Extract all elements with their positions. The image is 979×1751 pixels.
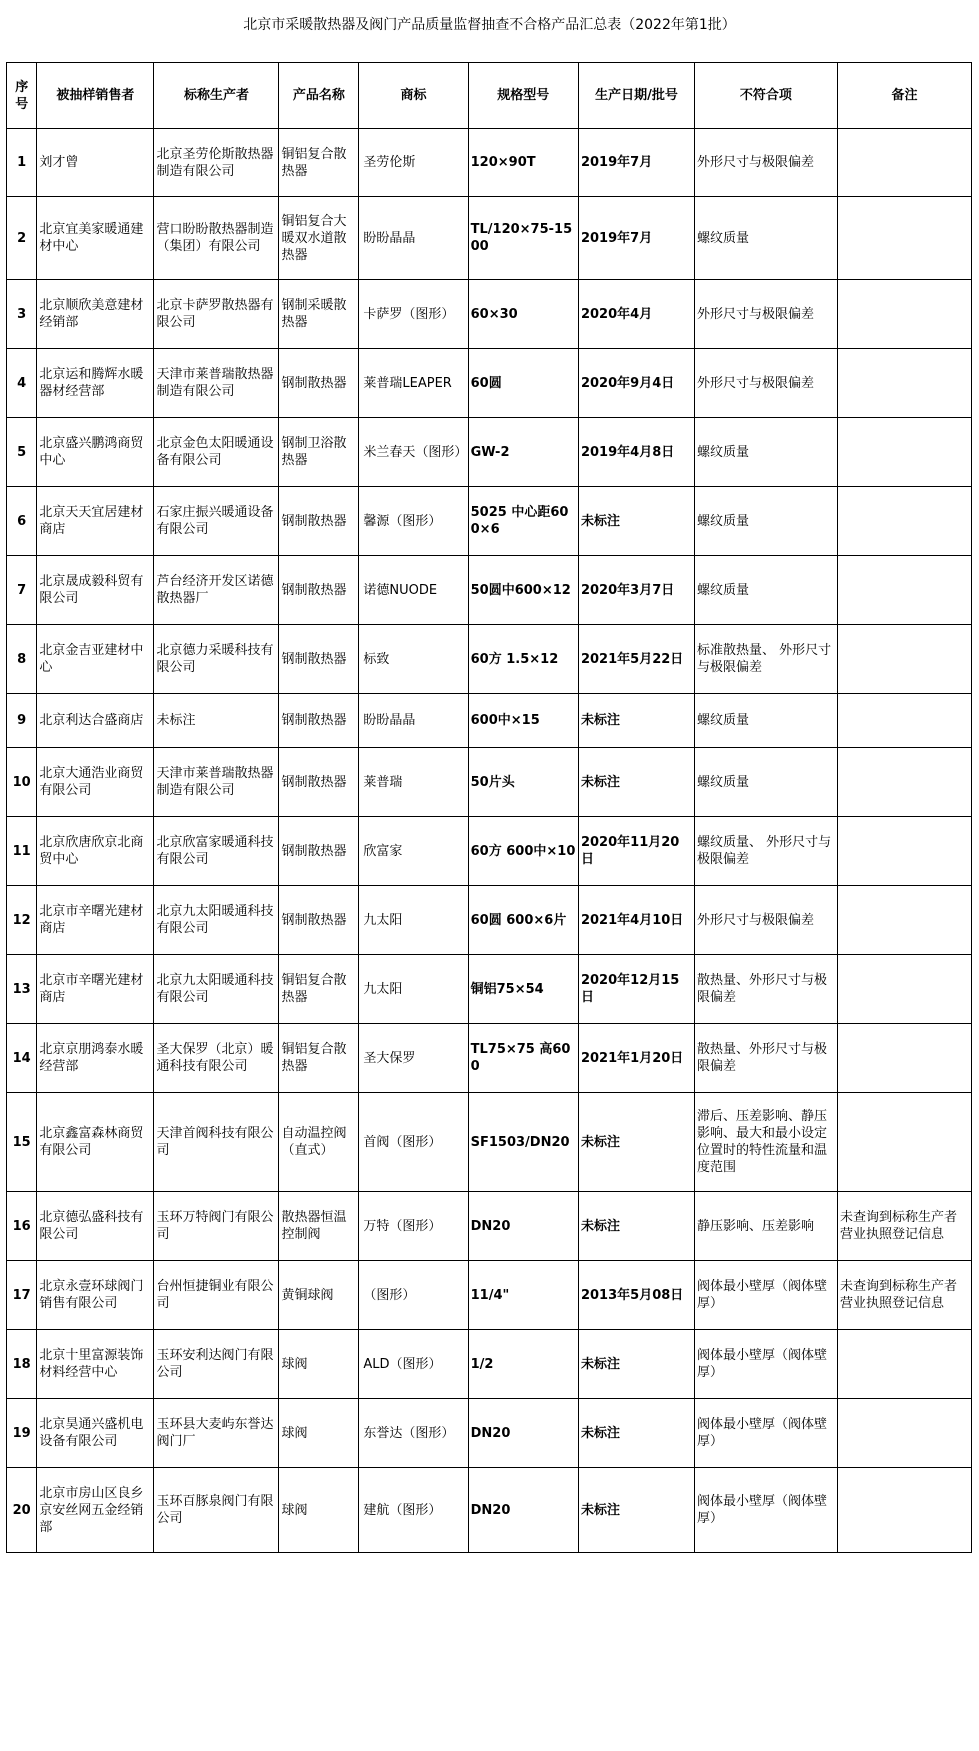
cell-seller: 北京利达合盛商店 <box>37 694 154 748</box>
cell-seller: 北京宜美家暖通建材中心 <box>37 197 154 280</box>
cell-nonconformity: 散热量、外形尺寸与极限偏差 <box>694 1024 837 1093</box>
cell-seq: 12 <box>7 886 37 955</box>
cell-remark <box>837 197 971 280</box>
cell-seq: 3 <box>7 280 37 349</box>
cell-date: 2013年5月08日 <box>578 1261 694 1330</box>
cell-date: 2019年7月 <box>578 197 694 280</box>
page-title: 北京市采暖散热器及阀门产品质量监督抽查不合格产品汇总表（2022年第1批） <box>243 17 736 33</box>
cell-seq: 6 <box>7 487 37 556</box>
cell-brand: 莱普瑞 <box>359 748 468 817</box>
cell-brand: （图形） <box>359 1261 468 1330</box>
cell-spec: 60圆 <box>468 349 578 418</box>
cell-date: 未标注 <box>578 1468 694 1553</box>
cell-remark <box>837 1399 971 1468</box>
cell-manufacturer: 北京圣劳伦斯散热器制造有限公司 <box>154 129 279 197</box>
cell-manufacturer: 玉环安利达阀门有限公司 <box>154 1330 279 1399</box>
cell-spec: TL/120×75-1500 <box>468 197 578 280</box>
cell-seller: 北京德弘盛科技有限公司 <box>37 1192 154 1261</box>
cell-remark <box>837 349 971 418</box>
cell-brand: 莱普瑞LEAPER <box>359 349 468 418</box>
header-product: 产品名称 <box>279 63 359 129</box>
cell-seller: 北京欣唐欣京北商贸中心 <box>37 817 154 886</box>
cell-product: 球阀 <box>279 1330 359 1399</box>
cell-seller: 北京金吉亚建材中心 <box>37 625 154 694</box>
cell-nonconformity: 阀体最小壁厚（阀体壁厚） <box>694 1330 837 1399</box>
cell-remark: 未查询到标称生产者营业执照登记信息 <box>837 1261 971 1330</box>
cell-manufacturer: 北京德力采暖科技有限公司 <box>154 625 279 694</box>
cell-brand: 盼盼晶晶 <box>359 694 468 748</box>
cell-manufacturer: 未标注 <box>154 694 279 748</box>
cell-product: 铜铝复合散热器 <box>279 129 359 197</box>
header-manufacturer: 标称生产者 <box>154 63 279 129</box>
cell-date: 未标注 <box>578 748 694 817</box>
cell-manufacturer: 北京金色太阳暖通设备有限公司 <box>154 418 279 487</box>
cell-seller: 北京天天宜居建材商店 <box>37 487 154 556</box>
cell-seq: 10 <box>7 748 37 817</box>
cell-remark <box>837 817 971 886</box>
cell-product: 钢制散热器 <box>279 487 359 556</box>
cell-brand: 建航（图形） <box>359 1468 468 1553</box>
table-row <box>7 349 972 418</box>
cell-brand: 九太阳 <box>359 955 468 1024</box>
cell-seller: 北京运和腾辉水暖器材经营部 <box>37 349 154 418</box>
cell-nonconformity: 散热量、外形尺寸与极限偏差 <box>694 955 837 1024</box>
cell-seller: 北京十里富源装饰材料经营中心 <box>37 1330 154 1399</box>
cell-manufacturer: 天津首阀科技有限公司 <box>154 1093 279 1192</box>
cell-nonconformity: 螺纹质量 <box>694 487 837 556</box>
cell-date: 未标注 <box>578 1093 694 1192</box>
cell-spec: 60×30 <box>468 280 578 349</box>
table-row <box>7 1261 972 1330</box>
cell-date: 未标注 <box>578 1399 694 1468</box>
cell-product: 球阀 <box>279 1468 359 1553</box>
cell-manufacturer: 玉环百豚泉阀门有限公司 <box>154 1468 279 1553</box>
cell-seller: 北京京朋鸿泰水暖经营部 <box>37 1024 154 1093</box>
cell-seq: 4 <box>7 349 37 418</box>
table-row <box>7 556 972 625</box>
cell-nonconformity: 外形尺寸与极限偏差 <box>694 886 837 955</box>
table-row <box>7 280 972 349</box>
cell-manufacturer: 玉环万特阀门有限公司 <box>154 1192 279 1261</box>
table-row <box>7 1024 972 1093</box>
cell-nonconformity: 阀体最小壁厚（阀体壁厚） <box>694 1399 837 1468</box>
cell-seller: 北京市辛曙光建材商店 <box>37 886 154 955</box>
cell-seq: 18 <box>7 1330 37 1399</box>
cell-brand: ALD（图形） <box>359 1330 468 1399</box>
cell-date: 未标注 <box>578 694 694 748</box>
cell-spec: GW-2 <box>468 418 578 487</box>
cell-brand: 诺德NUODE <box>359 556 468 625</box>
cell-remark <box>837 886 971 955</box>
cell-product: 铜铝复合散热器 <box>279 1024 359 1093</box>
table-row <box>7 1399 972 1468</box>
cell-date: 2020年3月7日 <box>578 556 694 625</box>
cell-remark <box>837 1093 971 1192</box>
cell-product: 钢制散热器 <box>279 349 359 418</box>
cell-seller: 北京昊通兴盛机电设备有限公司 <box>37 1399 154 1468</box>
header-spec: 规格型号 <box>468 63 578 129</box>
cell-seq: 20 <box>7 1468 37 1553</box>
header-seq: 序号 <box>7 63 37 129</box>
cell-spec: DN20 <box>468 1468 578 1553</box>
table-row <box>7 748 972 817</box>
cell-remark <box>837 418 971 487</box>
cell-brand: 九太阳 <box>359 886 468 955</box>
cell-spec: 60方 1.5×12 <box>468 625 578 694</box>
cell-spec: 50圆中600×12 <box>468 556 578 625</box>
cell-date: 2019年7月 <box>578 129 694 197</box>
cell-seller: 北京盛兴鹏鸿商贸中心 <box>37 418 154 487</box>
cell-product: 钢制卫浴散热器 <box>279 418 359 487</box>
cell-remark: 未查询到标称生产者营业执照登记信息 <box>837 1192 971 1261</box>
cell-manufacturer: 北京卡萨罗散热器有限公司 <box>154 280 279 349</box>
cell-manufacturer: 台州恒捷铜业有限公司 <box>154 1261 279 1330</box>
cell-product: 钢制散热器 <box>279 556 359 625</box>
table-row <box>7 625 972 694</box>
cell-spec: TL75×75 高600 <box>468 1024 578 1093</box>
cell-remark <box>837 556 971 625</box>
table-row <box>7 817 972 886</box>
cell-product: 钢制散热器 <box>279 625 359 694</box>
cell-nonconformity: 阀体最小壁厚（阀体壁厚） <box>694 1261 837 1330</box>
cell-product: 钢制采暖散热器 <box>279 280 359 349</box>
cell-nonconformity: 静压影响、压差影响 <box>694 1192 837 1261</box>
cell-seq: 1 <box>7 129 37 197</box>
table-row <box>7 1330 972 1399</box>
cell-product: 铜铝复合大暖双水道散热器 <box>279 197 359 280</box>
cell-date: 2021年5月22日 <box>578 625 694 694</box>
header-nonconformity: 不符合项 <box>694 63 837 129</box>
cell-manufacturer: 北京九太阳暖通科技有限公司 <box>154 886 279 955</box>
cell-date: 未标注 <box>578 1192 694 1261</box>
table-row <box>7 1093 972 1192</box>
table-row <box>7 418 972 487</box>
cell-date: 2020年12月15日 <box>578 955 694 1024</box>
table-row <box>7 129 972 197</box>
cell-spec: 1/2 <box>468 1330 578 1399</box>
cell-nonconformity: 阀体最小壁厚（阀体壁厚） <box>694 1468 837 1553</box>
cell-spec: 铜铝75×54 <box>468 955 578 1024</box>
cell-nonconformity: 标准散热量、 外形尺寸与极限偏差 <box>694 625 837 694</box>
table-row <box>7 197 972 280</box>
cell-spec: 120×90T <box>468 129 578 197</box>
cell-seq: 7 <box>7 556 37 625</box>
cell-remark <box>837 129 971 197</box>
cell-remark <box>837 625 971 694</box>
cell-remark <box>837 748 971 817</box>
cell-brand: 东誉达（图形） <box>359 1399 468 1468</box>
cell-date: 未标注 <box>578 487 694 556</box>
cell-seq: 5 <box>7 418 37 487</box>
cell-seller: 北京顺欣美意建材经销部 <box>37 280 154 349</box>
cell-spec: 50片头 <box>468 748 578 817</box>
header-date: 生产日期/批号 <box>578 63 694 129</box>
cell-date: 2021年1月20日 <box>578 1024 694 1093</box>
table-row <box>7 955 972 1024</box>
cell-product: 黄铜球阀 <box>279 1261 359 1330</box>
cell-nonconformity: 螺纹质量 <box>694 418 837 487</box>
cell-spec: 11/4" <box>468 1261 578 1330</box>
cell-remark <box>837 1330 971 1399</box>
cell-seq: 2 <box>7 197 37 280</box>
cell-brand: 标致 <box>359 625 468 694</box>
cell-brand: 首阀（图形） <box>359 1093 468 1192</box>
table-row <box>7 694 972 748</box>
cell-product: 球阀 <box>279 1399 359 1468</box>
cell-nonconformity: 螺纹质量、 外形尺寸与极限偏差 <box>694 817 837 886</box>
cell-manufacturer: 天津市莱普瑞散热器制造有限公司 <box>154 349 279 418</box>
cell-product: 钢制散热器 <box>279 886 359 955</box>
cell-brand: 圣劳伦斯 <box>359 129 468 197</box>
cell-remark <box>837 280 971 349</box>
cell-date: 未标注 <box>578 1330 694 1399</box>
header-brand: 商标 <box>359 63 468 129</box>
cell-spec: 60方 600中×10 <box>468 817 578 886</box>
cell-seq: 8 <box>7 625 37 694</box>
cell-seq: 16 <box>7 1192 37 1261</box>
nonconforming-products-table <box>6 62 972 1553</box>
cell-brand: 盼盼晶晶 <box>359 197 468 280</box>
cell-date: 2020年11月20日 <box>578 817 694 886</box>
cell-manufacturer: 营口盼盼散热器制造（集团）有限公司 <box>154 197 279 280</box>
cell-seq: 17 <box>7 1261 37 1330</box>
cell-manufacturer: 天津市莱普瑞散热器制造有限公司 <box>154 748 279 817</box>
cell-seller: 北京市辛曙光建材商店 <box>37 955 154 1024</box>
cell-remark <box>837 694 971 748</box>
cell-nonconformity: 螺纹质量 <box>694 197 837 280</box>
cell-product: 钢制散热器 <box>279 748 359 817</box>
cell-nonconformity: 外形尺寸与极限偏差 <box>694 349 837 418</box>
cell-manufacturer: 北京九太阳暖通科技有限公司 <box>154 955 279 1024</box>
cell-manufacturer: 石家庄振兴暖通设备有限公司 <box>154 487 279 556</box>
cell-spec: DN20 <box>468 1399 578 1468</box>
cell-seller: 北京永壹环球阀门销售有限公司 <box>37 1261 154 1330</box>
table-row <box>7 1468 972 1553</box>
cell-spec: DN20 <box>468 1192 578 1261</box>
header-row <box>7 63 972 129</box>
cell-product: 散热器恒温控制阀 <box>279 1192 359 1261</box>
cell-date: 2020年4月 <box>578 280 694 349</box>
cell-date: 2021年4月10日 <box>578 886 694 955</box>
cell-spec: SF1503/DN20 <box>468 1093 578 1192</box>
table-body <box>7 129 972 1553</box>
cell-brand: 万特（图形） <box>359 1192 468 1261</box>
cell-manufacturer: 玉环县大麦屿东誉达阀门厂 <box>154 1399 279 1468</box>
cell-date: 2019年4月8日 <box>578 418 694 487</box>
cell-seq: 15 <box>7 1093 37 1192</box>
cell-date: 2020年9月4日 <box>578 349 694 418</box>
cell-seller: 北京晟成毅科贸有限公司 <box>37 556 154 625</box>
cell-manufacturer: 芦台经济开发区诺德散热器厂 <box>154 556 279 625</box>
cell-product: 铜铝复合散热器 <box>279 955 359 1024</box>
header-seller: 被抽样销售者 <box>37 63 154 129</box>
cell-brand: 米兰春天（图形） <box>359 418 468 487</box>
cell-seq: 13 <box>7 955 37 1024</box>
cell-seller: 北京鑫富森林商贸有限公司 <box>37 1093 154 1192</box>
table-row <box>7 886 972 955</box>
cell-seq: 11 <box>7 817 37 886</box>
cell-product: 钢制散热器 <box>279 694 359 748</box>
cell-nonconformity: 滞后、压差影响、静压影响、最大和最小设定位置时的特性流量和温度范围 <box>694 1093 837 1192</box>
cell-nonconformity: 外形尺寸与极限偏差 <box>694 280 837 349</box>
cell-brand: 欣富家 <box>359 817 468 886</box>
cell-seq: 14 <box>7 1024 37 1093</box>
cell-seq: 9 <box>7 694 37 748</box>
cell-seller: 刘才曾 <box>37 129 154 197</box>
cell-brand: 卡萨罗（图形） <box>359 280 468 349</box>
cell-brand: 圣大保罗 <box>359 1024 468 1093</box>
cell-remark <box>837 955 971 1024</box>
cell-brand: 馨源（图形） <box>359 487 468 556</box>
table-row <box>7 487 972 556</box>
cell-nonconformity: 螺纹质量 <box>694 748 837 817</box>
cell-nonconformity: 螺纹质量 <box>694 556 837 625</box>
cell-manufacturer: 北京欣富家暖通科技有限公司 <box>154 817 279 886</box>
cell-product: 自动温控阀（直式） <box>279 1093 359 1192</box>
cell-product: 钢制散热器 <box>279 817 359 886</box>
cell-spec: 600中×15 <box>468 694 578 748</box>
cell-nonconformity: 外形尺寸与极限偏差 <box>694 129 837 197</box>
cell-remark <box>837 1024 971 1093</box>
cell-seller: 北京大通浩业商贸有限公司 <box>37 748 154 817</box>
cell-manufacturer: 圣大保罗（北京）暖通科技有限公司 <box>154 1024 279 1093</box>
header-remark: 备注 <box>837 63 971 129</box>
table-row <box>7 1192 972 1261</box>
cell-spec: 5025 中心距600×6 <box>468 487 578 556</box>
cell-remark <box>837 1468 971 1553</box>
cell-nonconformity: 螺纹质量 <box>694 694 837 748</box>
cell-seller: 北京市房山区良乡京安丝网五金经销部 <box>37 1468 154 1553</box>
cell-seq: 19 <box>7 1399 37 1468</box>
cell-spec: 60圆 600×6片 <box>468 886 578 955</box>
cell-remark <box>837 487 971 556</box>
